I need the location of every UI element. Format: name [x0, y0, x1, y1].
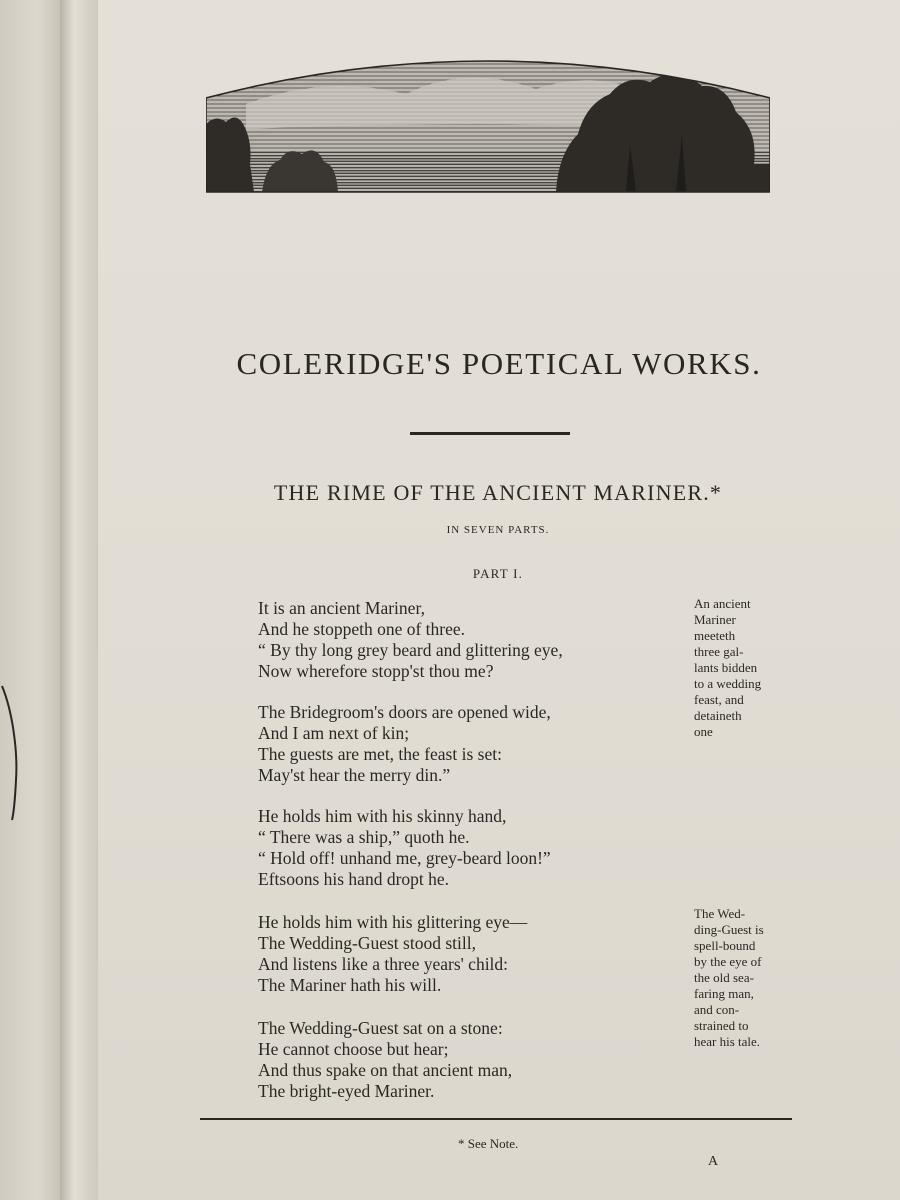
poem-line: And listens like a three years' child: [258, 954, 509, 974]
poem-line: The bright-eyed Mariner. [258, 1081, 435, 1101]
margin-note-line: detaineth [694, 708, 742, 723]
poem-line: He holds him with his glittering eye— [258, 912, 528, 932]
book-title: COLERIDGE'S POETICAL WORKS. [236, 346, 762, 381]
poem-line: May'st hear the merry din.” [258, 765, 451, 785]
poem-line: And I am next of kin; [258, 723, 410, 743]
margin-note-line: faring man, [694, 986, 754, 1001]
poem-subtitle: IN SEVEN PARTS. [446, 524, 550, 536]
poem-line: And thus spake on that ancient man, [258, 1060, 513, 1080]
poem-line: The Bridegroom's doors are opened wide, [258, 702, 551, 722]
margin-note-line: the old sea- [694, 970, 754, 985]
margin-note-line: Mariner [694, 612, 736, 627]
margin-note-line: meeteth [694, 628, 736, 643]
poem-line: The Mariner hath his will. [258, 975, 442, 995]
poem-title: THE RIME OF THE ANCIENT MARINER.* [273, 480, 723, 505]
stanza-5 [258, 1018, 512, 1102]
margin-note-line: hear his tale. [694, 1034, 761, 1049]
poem-line: The guests are met, the feast is set: [258, 744, 502, 764]
facing-page-edge [0, 0, 62, 1200]
footnote-rule [200, 1118, 792, 1120]
footnote: * See Note. [458, 1136, 519, 1151]
margin-note-line: spell-bound [694, 938, 756, 953]
poem-line: Eftsoons his hand dropt he. [258, 869, 450, 889]
margin-note-line: three gal- [694, 644, 744, 659]
margin-note-line: The Wed- [694, 906, 746, 921]
stanza-4 [258, 912, 527, 996]
headpiece-engraving [206, 34, 770, 194]
poem-line: And he stoppeth one of three. [258, 619, 466, 639]
margin-note-2 [694, 906, 764, 1050]
signature-mark: A [708, 1154, 719, 1169]
stanza-2 [258, 702, 551, 786]
margin-note-line: by the eye of [694, 954, 762, 969]
margin-note-line: to a wedding [694, 676, 762, 691]
margin-note-line: and con- [694, 1002, 740, 1017]
margin-note-line: ding-Guest is [694, 922, 764, 937]
poem-line: He cannot choose but hear; [258, 1039, 449, 1059]
margin-note-line: feast, and [694, 692, 744, 707]
poem-line: “ By thy long grey beard and glittering eye, [258, 640, 563, 660]
poem-line: “ There was a ship,” quoth he. [258, 827, 470, 847]
poem-line: Now wherefore stopp'st thou me? [258, 661, 494, 681]
poem-line: The Wedding-Guest stood still, [258, 933, 476, 953]
poem-line: It is an ancient Mariner, [258, 598, 425, 618]
margin-note-line: An ancient [694, 596, 751, 611]
stanza-3 [258, 806, 551, 890]
title-rule [410, 432, 570, 435]
part-heading: PART I. [472, 566, 524, 581]
margin-note-line: strained to [694, 1018, 749, 1033]
margin-note-line: lants bidden [694, 660, 758, 675]
pen-mark [0, 680, 30, 830]
poem-line: He holds him with his skinny hand, [258, 806, 507, 826]
stanza-1 [258, 598, 563, 682]
poem-line: The Wedding-Guest sat on a stone: [258, 1018, 503, 1038]
book-page [98, 0, 900, 1200]
margin-note-1 [694, 596, 761, 740]
book-gutter [60, 0, 100, 1200]
margin-note-line: one [694, 724, 713, 739]
poem-line: “ Hold off! unhand me, grey-beard loon!” [258, 848, 551, 868]
